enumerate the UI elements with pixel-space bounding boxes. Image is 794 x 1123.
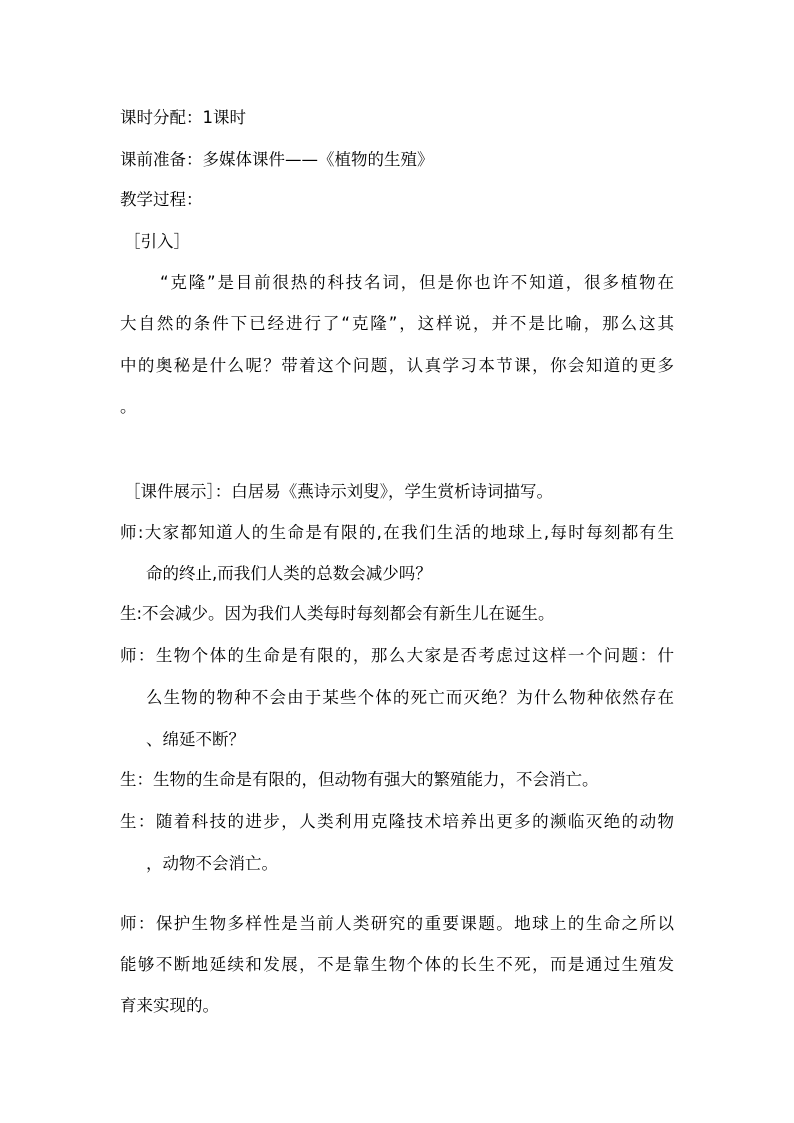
- courseware-line: ［课件展示］：白居易《燕诗示刘叟》，学生赏析诗词描写。: [124, 482, 553, 501]
- dialogue-line: 师：生物个体的生命是有限的，那么大家是否考虑过这样一个问题：什: [120, 646, 674, 665]
- dialogue-line: ，动物不会消亡。: [146, 854, 278, 873]
- intro-heading: ［引入］: [124, 232, 190, 251]
- dialogue-line: 命的终止,而我们人类的总数会减少吗？: [146, 564, 432, 583]
- intro-paragraph-line: 大自然的条件下已经进行了“克隆”，这样说，并不是比喻，那么这其: [120, 314, 674, 333]
- dialogue-line: 么生物的物种不会由于某些个体的死亡而灭绝？为什么物种依然存在: [146, 688, 674, 707]
- dialogue-line: 、绵延不断？: [146, 730, 245, 749]
- dialogue-line: 师:大家都知道人的生命是有限的,在我们生活的地球上,每时每刻都有生: [120, 523, 674, 542]
- dialogue-line: 生：生物的生命是有限的，但动物有强大的繁殖能力，不会消亡。: [120, 770, 599, 789]
- dialogue-line: 生：随着科技的进步，人类利用克隆技术培养出更多的濒临灭绝的动物: [120, 812, 674, 831]
- summary-line: 育来实现的。: [120, 996, 219, 1015]
- summary-line: 能够不断地延续和发展，不是靠生物个体的长生不死，而是通过生殖发: [120, 955, 674, 974]
- process-heading: 教学过程：: [120, 190, 203, 209]
- dialogue-line: 生:不会减少。因为我们人类每时每刻都会有新生儿在诞生。: [120, 604, 555, 623]
- time-allocation: 课时分配：1课时: [120, 108, 246, 127]
- intro-paragraph-line: 中的奥秘是什么呢？带着这个问题，认真学习本节课，你会知道的更多: [120, 356, 674, 375]
- summary-line: 师：保护生物多样性是当前人类研究的重要课题。地球上的生命之所以: [120, 914, 674, 933]
- intro-paragraph-line: 。: [120, 397, 137, 416]
- preparation: 课前准备：多媒体课件——《植物的生殖》: [120, 150, 434, 169]
- intro-paragraph-line: “克隆”是目前很热的科技名词，但是你也许不知道，很多植物在: [160, 273, 674, 292]
